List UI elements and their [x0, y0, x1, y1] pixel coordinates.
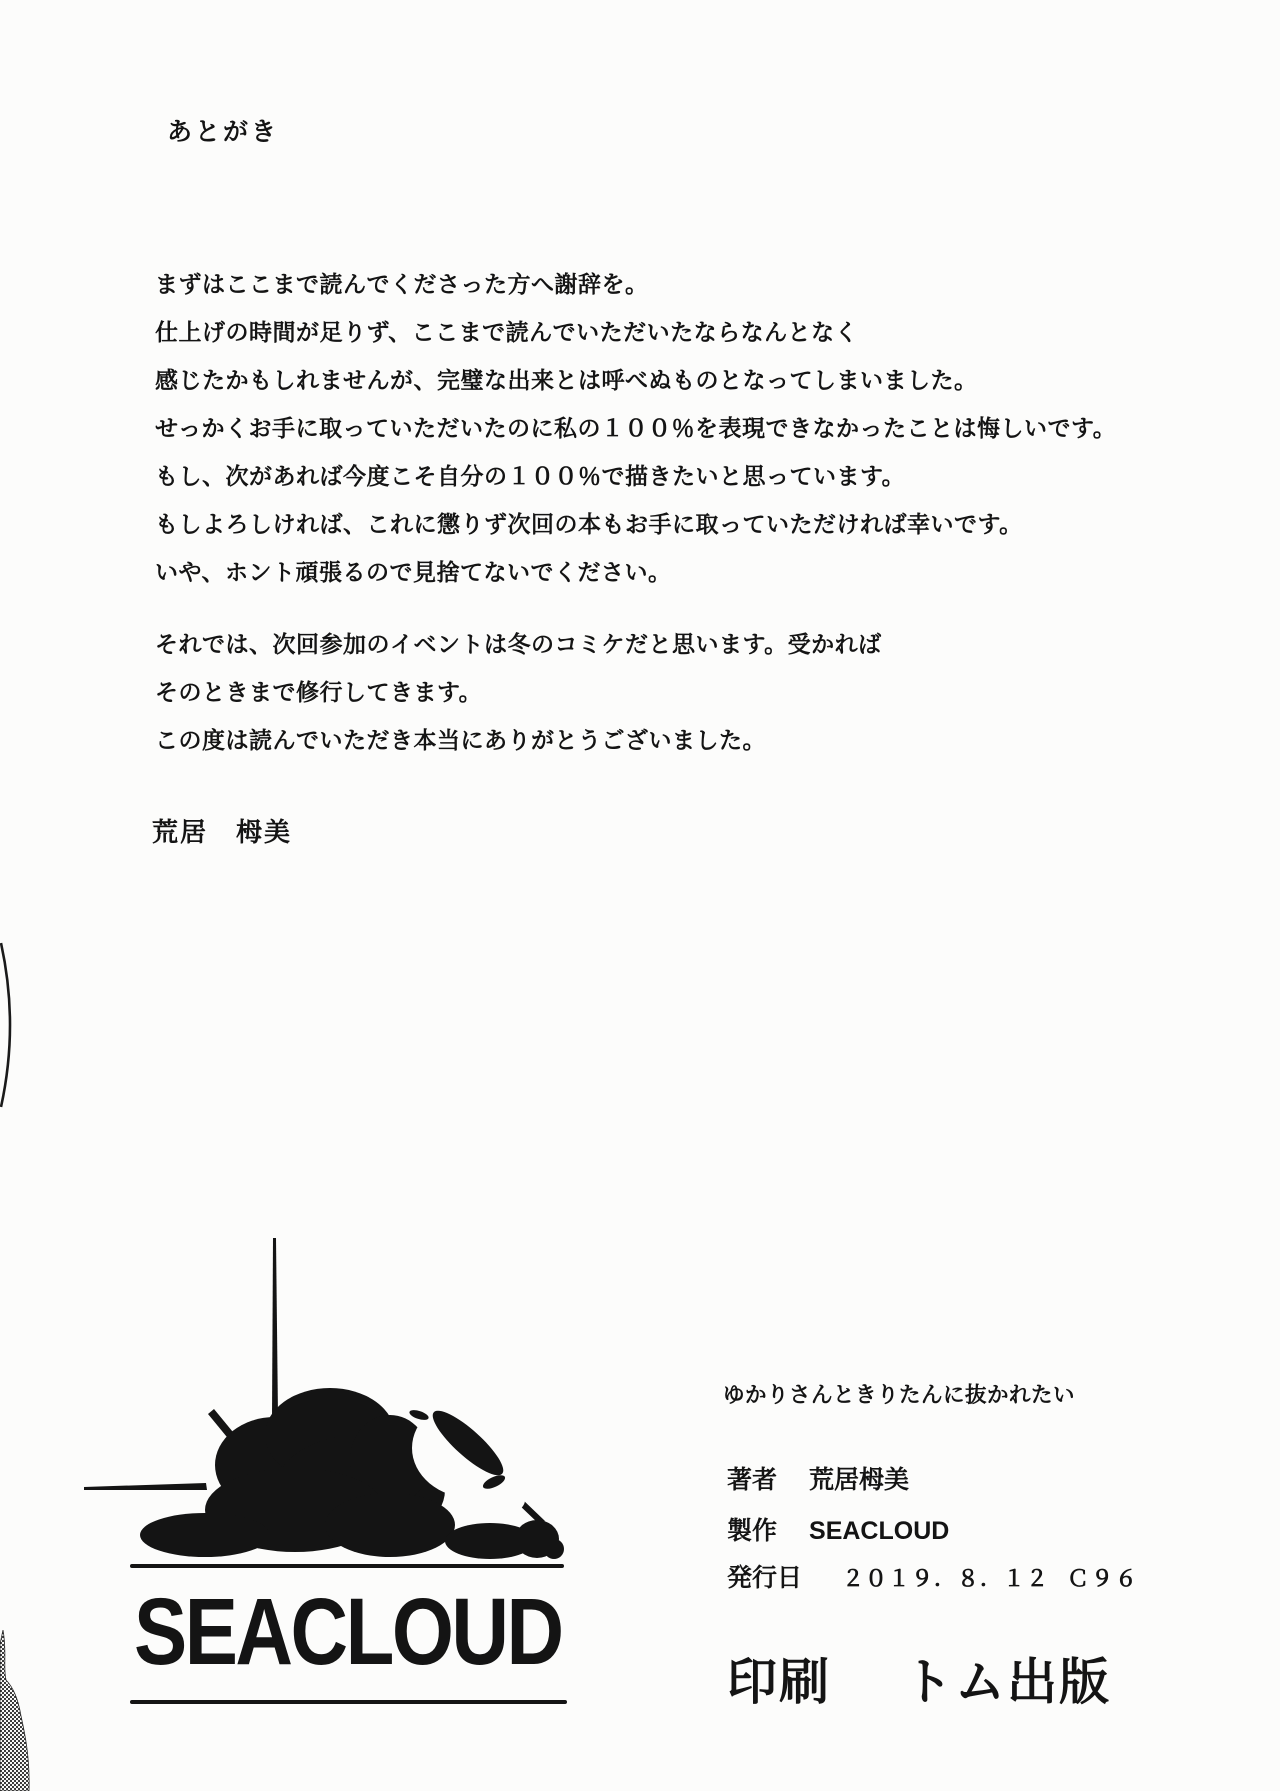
producer-value: SEACLOUD	[809, 1517, 950, 1545]
afterword-line: 感じたかもしれませんが、完璧な出来とは呼べぬものとなってしまいました。	[155, 367, 978, 393]
printer-label: 印刷	[727, 1654, 831, 1710]
colophon-printer-line	[727, 1642, 1111, 1714]
afterword-paragraph-2	[155, 620, 882, 764]
colophon-author-line	[727, 1460, 909, 1496]
date-value: ２０１９．８．１２	[842, 1566, 1050, 1591]
date-label: 発行日	[727, 1564, 803, 1592]
afterword-line: それでは、次回参加のイベントは冬のコミケだと思います。受かれば	[155, 631, 882, 657]
seacloud-sun-cloud-icon	[60, 1210, 580, 1562]
page-title: あとがき	[167, 118, 280, 146]
colophon-date-line	[727, 1558, 1139, 1594]
author-value: 荒居栂美	[809, 1466, 910, 1494]
producer-label: 製作	[727, 1517, 778, 1545]
afterword-line: もしよろしければ、これに懲りず次回の本もお手に取っていただければ幸いです。	[155, 511, 1023, 537]
afterword-line: まずはここまで読んでくださった方へ謝辞を。	[155, 271, 649, 297]
printer-value: トム出版	[903, 1654, 1111, 1710]
author-label: 著者	[727, 1466, 778, 1494]
logo-rule-top	[130, 1564, 564, 1568]
seacloud-wordmark: SEACLOUD	[134, 1579, 562, 1685]
afterword-paragraph-1	[155, 260, 1116, 596]
afterword-line: 仕上げの時間が足りず、ここまで読んでいただいたならなんとなく	[155, 319, 859, 345]
afterword-line: もし、次があれば今度こそ自分の１００％で描きたいと思っています。	[155, 463, 906, 489]
scan-edge-arc	[0, 940, 20, 1110]
scan-halftone-blob	[0, 1630, 34, 1791]
event-code: Ｃ９６	[1067, 1566, 1140, 1591]
colophon-producer-line	[727, 1511, 949, 1547]
afterword-line: いや、ホント頑張るので見捨てないでください。	[155, 559, 672, 585]
afterword-line: この度は読んでいただき本当にありがとうございました。	[155, 727, 766, 753]
logo-rule-bottom	[130, 1700, 567, 1704]
afterword-line: せっかくお手に取っていただいたのに私の１００％を表現できなかったことは悔しいです。	[155, 415, 1117, 441]
author-signature: 荒居 栂美	[152, 817, 293, 847]
book-title: ゆかりさんときりたんに抜かれたい	[723, 1383, 1076, 1407]
afterword-line: そのときまで修行してきます。	[155, 679, 483, 705]
